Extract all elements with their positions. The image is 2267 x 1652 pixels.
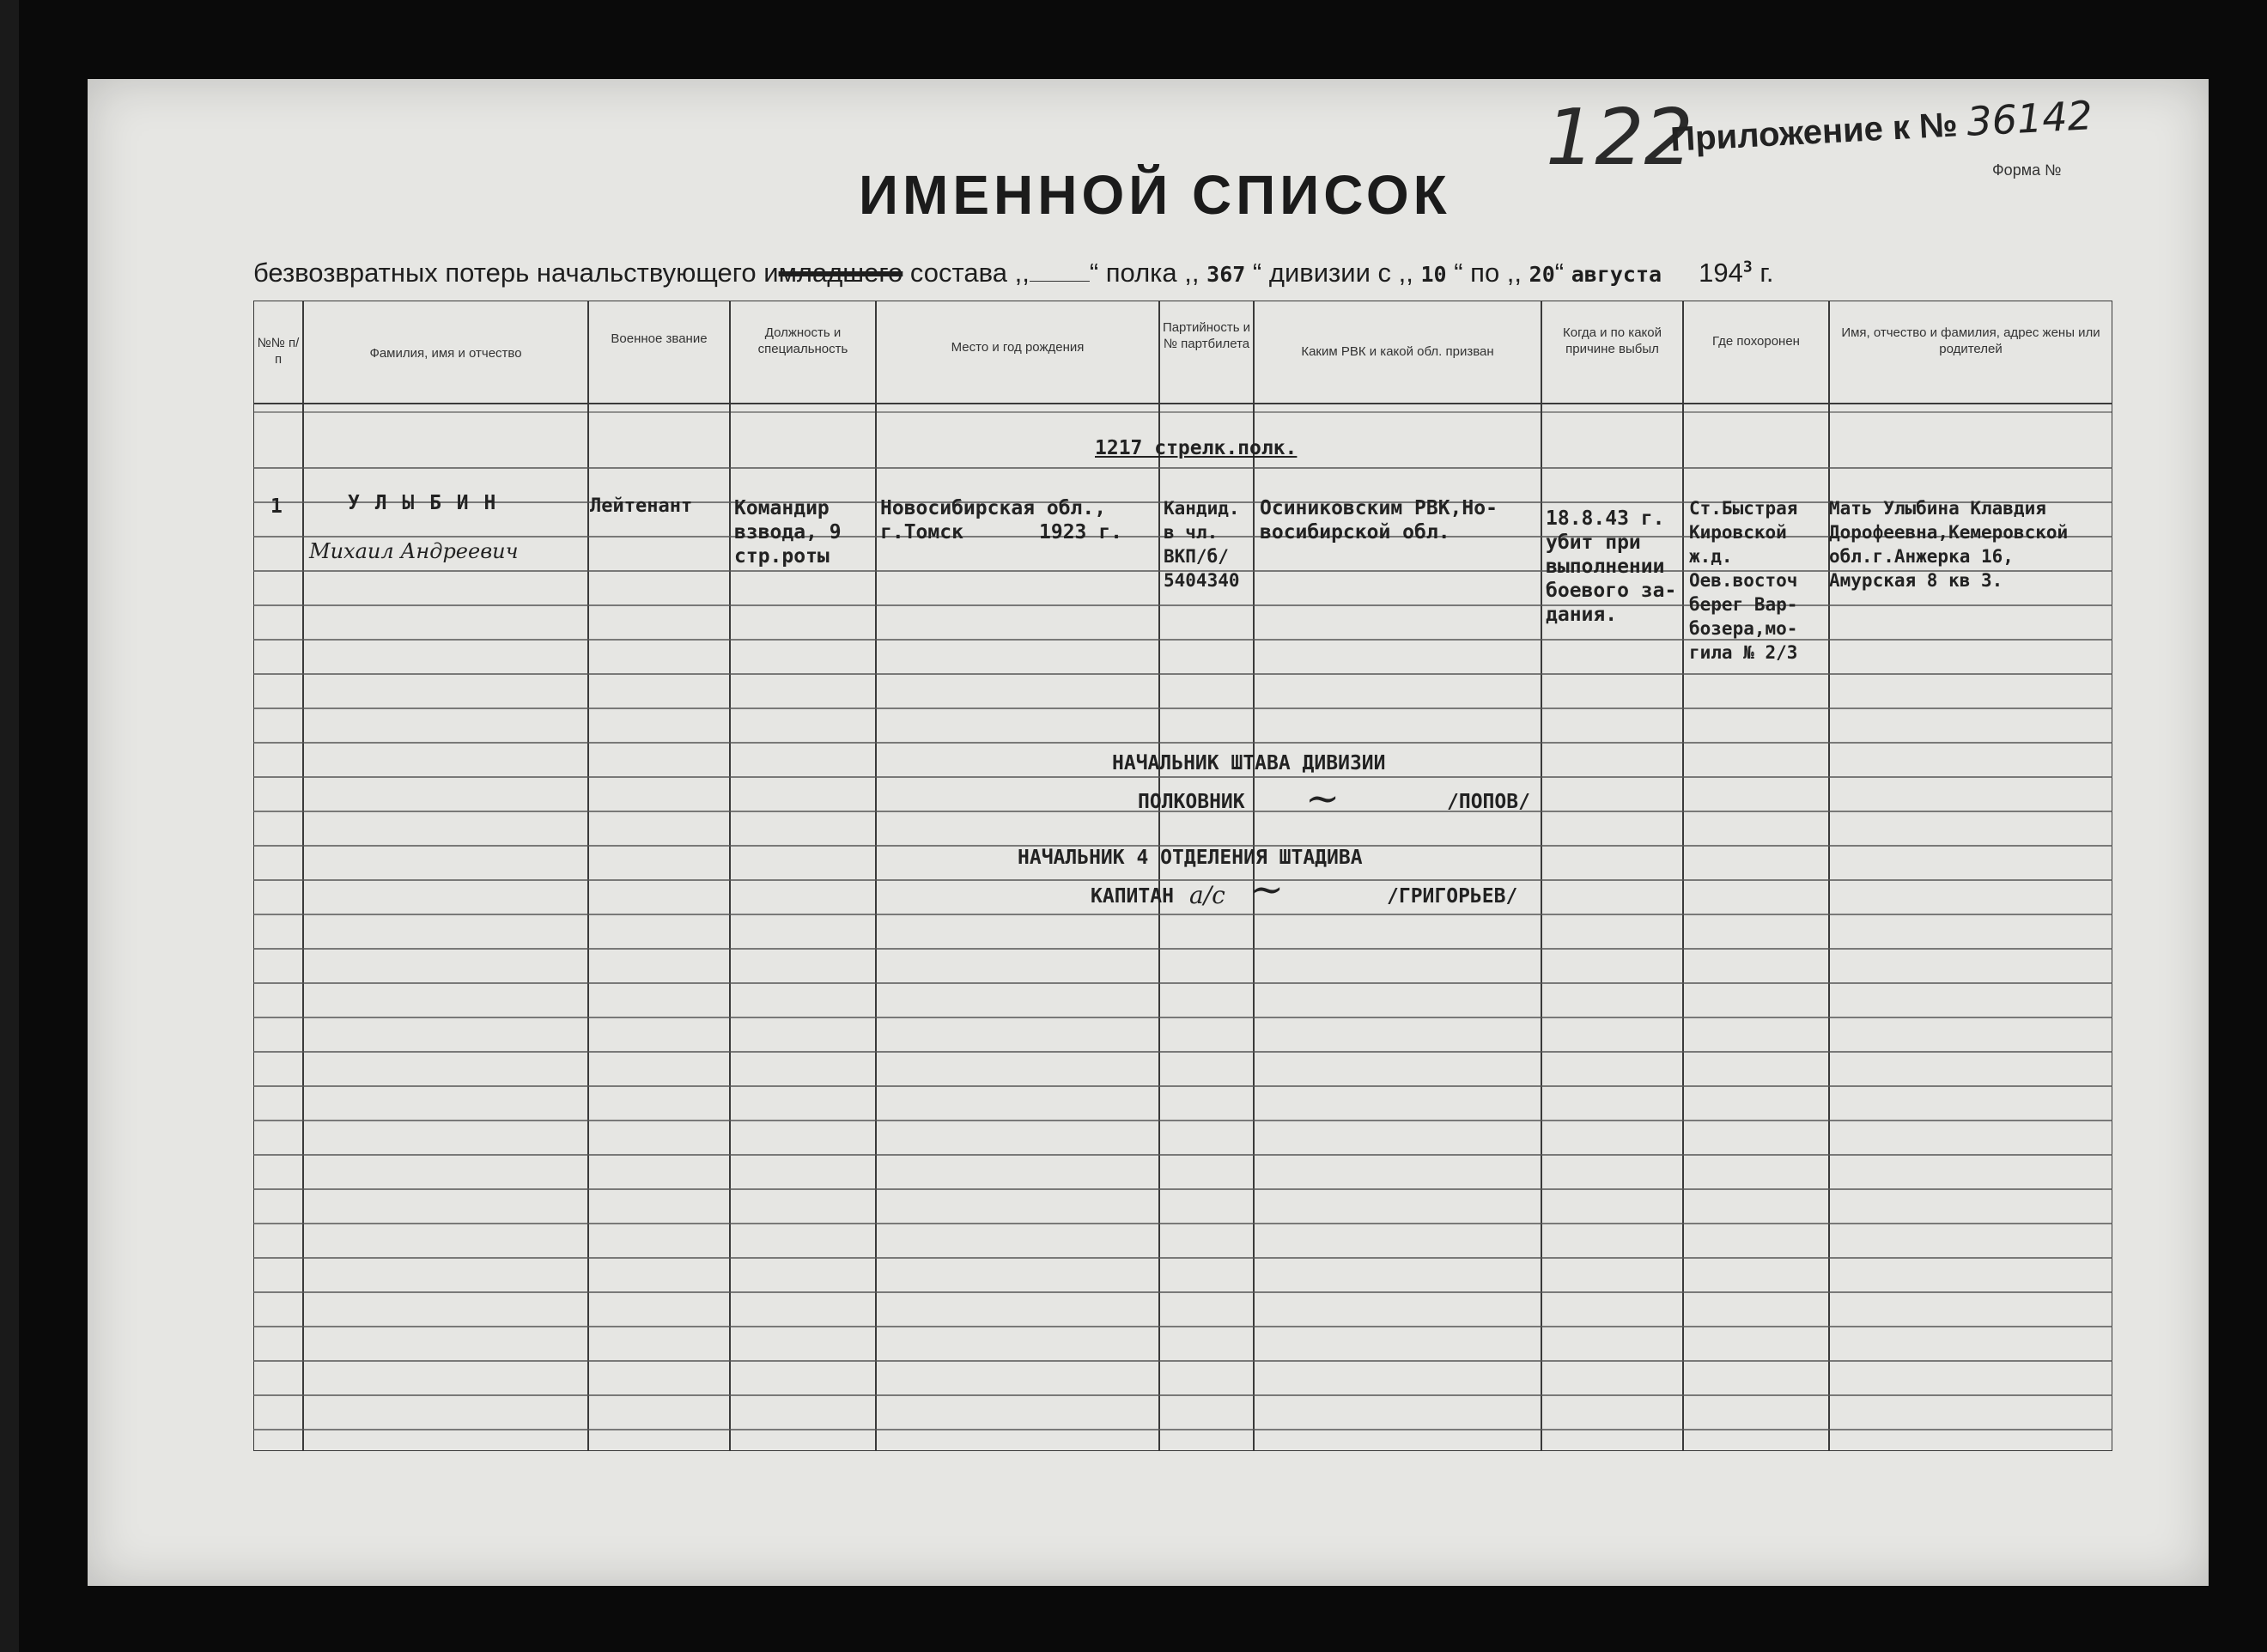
record-killed: 18.8.43 г. убит при выполнении боевого за- дания. [1546,507,1677,626]
document-title: ИМЕННОЙ СПИСОК [859,164,1451,226]
subtitle-text-5: “ по ,, [1454,258,1522,288]
col-header-relatives: Имя, отчество и фамилия, адрес жены или родителей [1841,325,2100,356]
left-scan-edge [0,0,19,1652]
subtitle-text-7: г. [1760,258,1774,288]
subtitle-text-4: “ дивизии с ,, [1252,258,1413,288]
signature-section-chief-title: НАЧАЛЬНИК 4 ОТДЕЛЕНИЯ ШТАДИВА [1018,847,1363,869]
record-rvk: Осиниковским РВК,Но- восибирской обл. [1260,497,1498,544]
handwritten-file-number: 122 [1546,93,1693,183]
subtitle-text-6: “ [1554,258,1565,288]
subtitle-struck-word: младшего [778,258,903,288]
signature-captain-mark: а/с [1189,881,1225,909]
date-to: 20 [1529,262,1555,287]
col-header-birth: Место и год рождения [951,340,1085,355]
subtitle-text-2: состава ,, [909,258,1030,288]
year-prefix: 194 [1699,258,1743,288]
col-header-rank: Военное звание [611,331,708,346]
col-header-rvk: Каким РВК и какой обл. призван [1301,344,1494,359]
division-number: 367 [1206,262,1246,287]
subtitle-text-1: безвозвратных потерь начальствующего и [253,258,779,288]
date-from: 10 [1420,262,1447,287]
signature-colonel-mark: ~ [1305,774,1340,823]
stamp-prefix: Приложение к № [1669,106,1959,159]
record-party: Кандид. в чл. ВКП/б/ 5404340 [1164,498,1240,591]
subtitle-text-3: “ полка ,, [1089,258,1200,288]
col-header-name: Фамилия, имя и отчество [369,346,522,361]
record-name: Михаил Андреевич [309,539,519,563]
record-rank: Лейтенант [590,495,693,517]
signature-colonel-name: /ПОПОВ/ [1447,791,1530,813]
record-table [253,301,2112,1451]
record-position: Командир взвода, 9 стр.роты [734,497,842,568]
year-suffix: 3 [1742,258,1753,276]
table-grid-lines [253,301,2112,1451]
col-header-buried: Где похоронен [1712,334,1800,349]
signature-captain-handwritten: ~ [1249,865,1285,914]
col-header-party: Партийность и № партбилета [1162,320,1251,351]
record-birth-year: 1923 г. [1039,521,1122,544]
form-number-label: Форма № [1992,161,2062,179]
signature-colonel-rank: ПОЛКОВНИК [1138,791,1245,813]
record-num: 1 [270,495,283,518]
stamp-number: 36142 [1966,92,2094,145]
signature-captain-name: /ГРИГОРЬЕВ/ [1387,885,1518,908]
record-relatives: Мать Улыбина Клавдия Дорофеевна,Кемеровской обл.г.Анжерка 16, Амурская 8 кв 3. [1829,498,2069,591]
month: августа [1571,262,1662,287]
document-subtitle [253,258,1774,288]
col-header-killed: Когда и по какой причине выбыл [1562,325,1662,356]
record-buried: Ст.Быстрая Кировской ж.д. Оев.восточ берег Вар- бозера,мо- гила № 2/3 [1689,498,1798,663]
record-birth-place: Новосибирская обл., г.Томск [880,497,1107,544]
signature-chief-of-staff-title: НАЧАЛЬНИК ШТАВА ДИВИЗИИ [1112,752,1386,774]
regiment-heading: 1217 стрелк.полк. [1095,437,1298,459]
col-header-position: Должность и специальность [757,325,848,356]
record-surname: У Л Ы Б И Н [348,492,498,514]
signature-captain-rank: КАПИТАН [1091,885,1174,908]
col-header-num: №№ п/п [257,336,300,367]
